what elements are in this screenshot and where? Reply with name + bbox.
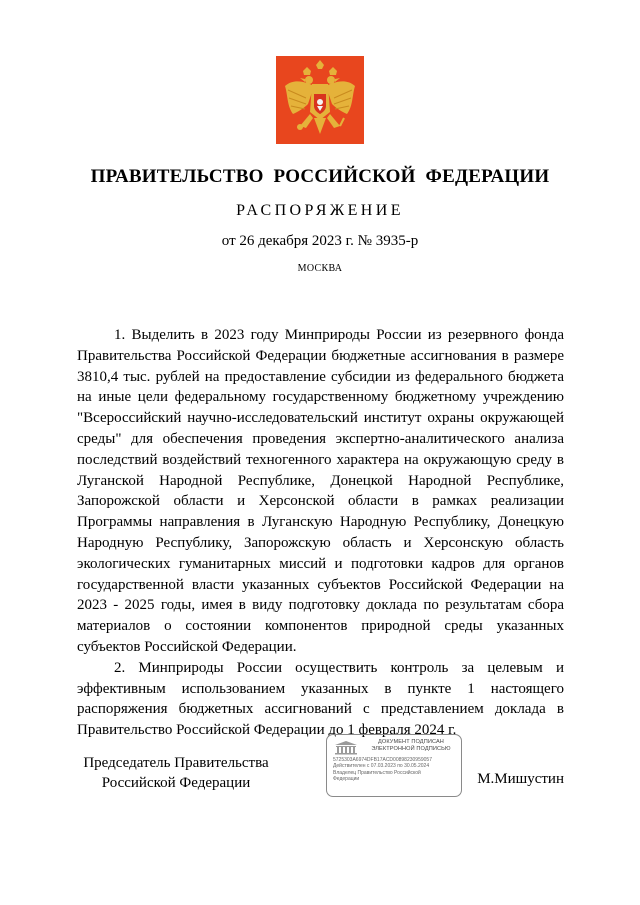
stamp-title-line1: ДОКУМЕНТ ПОДПИСАН [378, 739, 444, 745]
signer-position [76, 753, 276, 793]
stamp-validity: Действителен с 07.03.2023 по 30.05.2024 [333, 763, 430, 770]
coat-of-arms-icon [276, 56, 364, 144]
stamp-details [333, 757, 459, 783]
document-type: РАСПОРЯЖЕНИЕ [236, 202, 404, 219]
stamp-serial: 5725303A6974DFB17ACD00898230959057 [333, 757, 432, 763]
government-building-icon [333, 740, 359, 755]
stamp-owner-line2: Федерации [333, 776, 360, 783]
signer-position-line2: Российской Федерации [101, 775, 251, 791]
paragraph-1: 1. Выделить в 2023 году Минприроды России из резервного фонда Правительства Российской Федерации бюджетные ассигнования в размере 3810,4 тыс. рублей на предоставление субсидии из федерального бюджета на иные цели федеральному государственному бюджетному учреждению "Всероссийский научно-исследовательский институт охраны окружающей среды" для обеспечения проведения экспертно-аналитического анализа последствий воздействий техногенного характера на окружающую среду в Луганской Народной Республике, Донецкой Народной Республике, Запорожской области и Херсонской области в рамках реализации Программы направления в Луганскую Народную Республику, Донецкую Народную Республику, Запорожскую область и Херсонскую область экологических гуманитарных миссий и подготовки кадров для органов государственной власти указанных субъектов Российской Федерации на 2023 - 2025 годы, имея в виду подготовку доклада по результатам сбора материалов о состоянии компонентов природной среды указанных субъектов Российской Федерации. [77, 327, 564, 655]
signer-name: М.Мишустин [477, 771, 564, 787]
electronic-signature-stamp [326, 734, 462, 797]
paragraph-2: 2. Минприроды России осуществить контроль за целевым и эффективным использованием указанных в пункте 1 настоящего распоряжения бюджетных ассигнований с представлением доклада в Правительство Российской Федерации до 1 февраля 2024 г. [77, 659, 564, 739]
document-city: МОСКВА [297, 263, 343, 274]
stamp-title [363, 739, 459, 753]
document-date-number: от 26 декабря 2023 г. № 3935-р [221, 233, 419, 249]
signer-position-line1: Председатель Правительства [83, 755, 269, 771]
government-title: ПРАВИТЕЛЬСТВО РОССИЙСКОЙ ФЕДЕРАЦИИ [90, 166, 550, 187]
stamp-title-line2: ЭЛЕКТРОННОЙ ПОДПИСЬЮ [371, 746, 451, 752]
stamp-owner-line1: Владелец Правительство Российской [333, 769, 421, 776]
order-body [77, 325, 564, 741]
